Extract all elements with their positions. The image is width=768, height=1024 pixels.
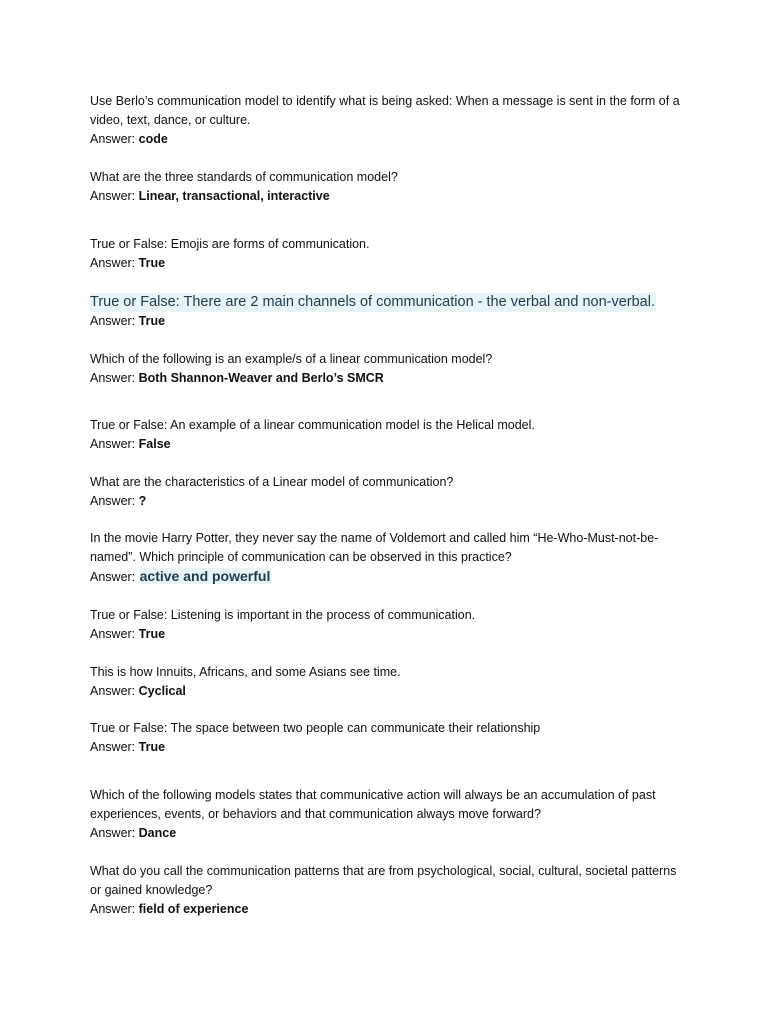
qa-item-1 bbox=[90, 92, 690, 149]
answer-label: Answer: bbox=[90, 437, 139, 451]
answer-line bbox=[90, 625, 690, 644]
answer-value-highlighted: active and powerful bbox=[139, 568, 271, 584]
question-text: True or False: The space between two people can communicate their relationship bbox=[90, 721, 541, 735]
answer-value: False bbox=[138, 437, 171, 451]
answer-label: Answer: bbox=[90, 684, 139, 698]
question-text: True or False: An example of a linear communication model is the Helical model. bbox=[90, 418, 535, 432]
answer-line bbox=[90, 682, 690, 701]
qa-item-5 bbox=[90, 350, 690, 388]
question-text: In the movie Harry Potter, they never say the name of Voldemort and called him “He-Who-Must-not-be-named”. Which principle of communication can be observed in this practice? bbox=[90, 531, 659, 564]
question-text: What do you call the communication patterns that are from psychological, social, cultural, societal patterns or gained knowledge? bbox=[90, 864, 677, 897]
question-text: Which of the following is an example/s of a linear communication model? bbox=[90, 352, 493, 366]
answer-value: True bbox=[138, 740, 166, 754]
answer-line bbox=[90, 312, 690, 331]
answer-value: Linear, transactional, interactive bbox=[138, 189, 330, 203]
answer-line bbox=[90, 900, 690, 919]
answer-label: Answer: bbox=[90, 902, 139, 916]
qa-item-9 bbox=[90, 606, 690, 644]
answer-label: Answer: bbox=[90, 494, 139, 508]
answer-label: Answer: bbox=[90, 314, 139, 328]
question-text: What are the characteristics of a Linear model of communication? bbox=[90, 475, 454, 489]
answer-label: Answer: bbox=[90, 256, 139, 270]
answer-value: Both Shannon-Weaver and Berlo’s SMCR bbox=[138, 371, 384, 385]
answer-line bbox=[90, 369, 690, 388]
answer-label: Answer: bbox=[90, 627, 139, 641]
answer-line bbox=[90, 567, 690, 587]
answer-label: Answer: bbox=[90, 371, 139, 385]
answer-label: Answer: bbox=[90, 570, 139, 584]
answer-line bbox=[90, 492, 690, 511]
question-text: What are the three standards of communication model? bbox=[90, 170, 398, 184]
qa-item-10 bbox=[90, 663, 690, 701]
question-text: This is how Innuits, Africans, and some Asians see time. bbox=[90, 665, 401, 679]
answer-line bbox=[90, 435, 690, 454]
answer-label: Answer: bbox=[90, 132, 139, 146]
answer-value: ? bbox=[138, 494, 147, 508]
answer-line bbox=[90, 187, 690, 206]
qa-item-8 bbox=[90, 529, 690, 587]
qa-item-3 bbox=[90, 235, 690, 273]
answer-line bbox=[90, 130, 690, 149]
qa-item-12 bbox=[90, 786, 690, 843]
qa-item-7 bbox=[90, 473, 690, 511]
answer-label: Answer: bbox=[90, 189, 139, 203]
answer-label: Answer: bbox=[90, 740, 139, 754]
answer-line bbox=[90, 738, 690, 757]
answer-value: True bbox=[138, 314, 166, 328]
answer-value: code bbox=[138, 132, 168, 146]
answer-value: Dance bbox=[138, 826, 177, 840]
question-text: Which of the following models states that communicative action will always be an accumulation of past experiences, events, or behaviors and that communication always move forward? bbox=[90, 788, 656, 821]
qa-item-6 bbox=[90, 416, 690, 454]
qa-item-11 bbox=[90, 719, 690, 757]
answer-label: Answer: bbox=[90, 826, 139, 840]
answer-value: True bbox=[138, 256, 166, 270]
qa-item-4 bbox=[90, 292, 690, 331]
answer-value: Cyclical bbox=[138, 684, 186, 698]
answer-value: field of experience bbox=[138, 902, 249, 916]
question-text: Use Berlo’s communication model to identify what is being asked: When a message is sent in the form of a video, text, dance, or culture. bbox=[90, 94, 680, 127]
question-text-highlighted: True or False: There are 2 main channels of communication - the verbal and non-verbal. bbox=[90, 294, 655, 310]
question-text: True or False: Listening is important in the process of communication. bbox=[90, 608, 476, 622]
answer-value: True bbox=[138, 627, 166, 641]
answer-line bbox=[90, 824, 690, 843]
answer-line bbox=[90, 254, 690, 273]
qa-item-13 bbox=[90, 862, 690, 919]
question-text: True or False: Emojis are forms of communication. bbox=[90, 237, 370, 251]
qa-item-2 bbox=[90, 168, 690, 206]
